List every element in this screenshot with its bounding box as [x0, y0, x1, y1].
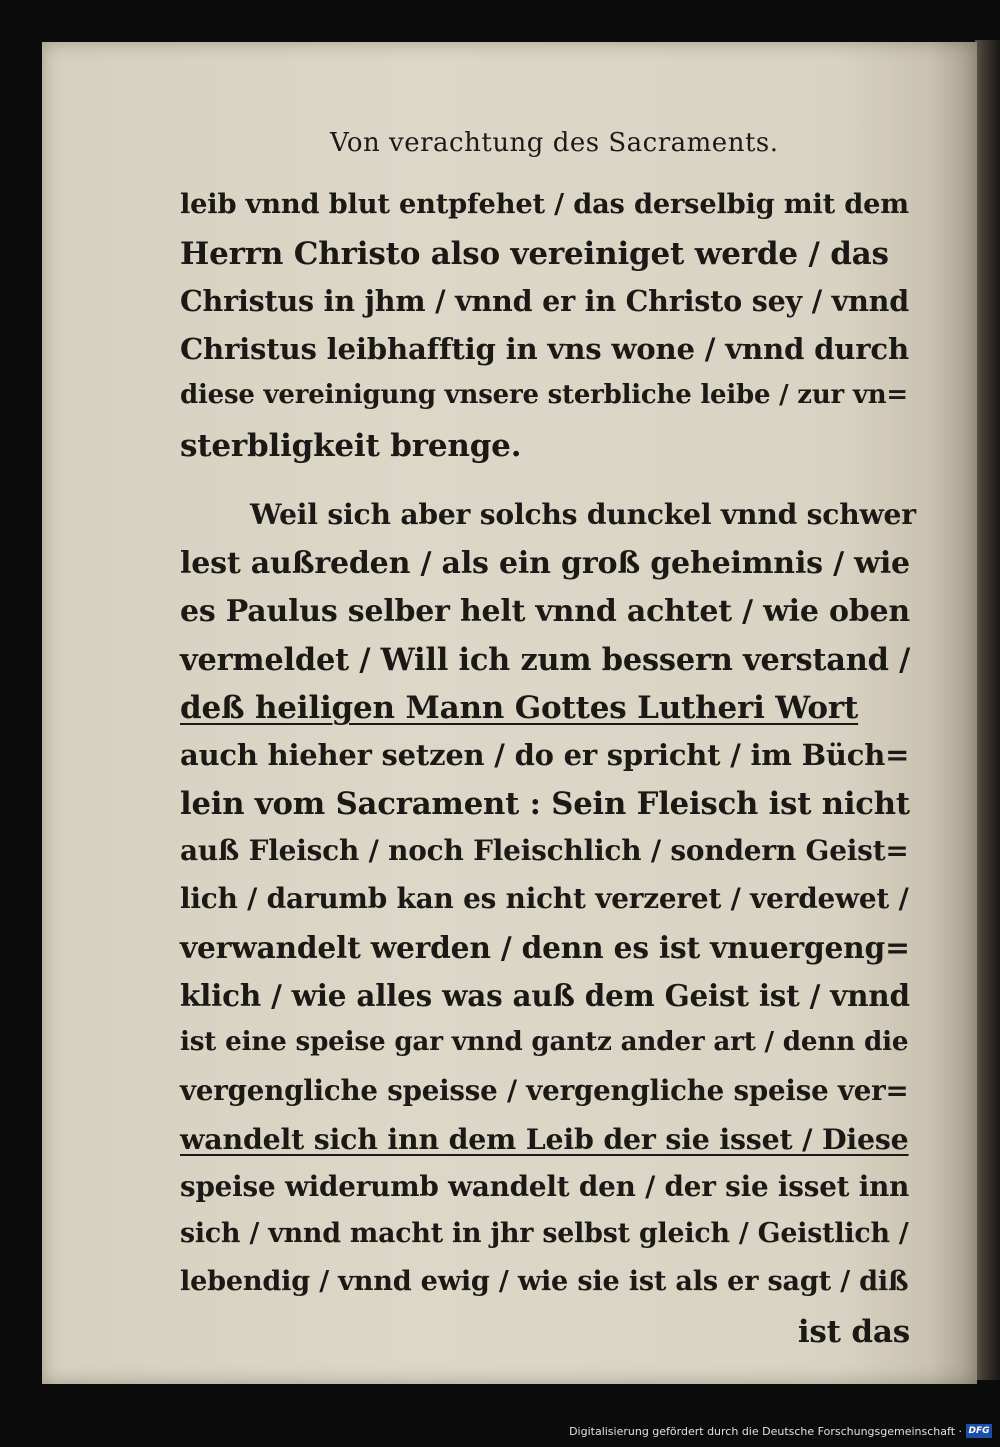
text-line-13: lein vom Sacrament : Sein Fleisch ist nicht — [180, 786, 910, 822]
text-line-11: deß heiligen Mann Gottes Lutheri Wort — [180, 690, 859, 726]
text-line-8: lest außreden / als ein groß geheimnis / wie — [180, 546, 910, 581]
text-line-3: Christus in jhm / vnnd er in Christo sey / vnnd — [180, 284, 909, 318]
text-line-2: Herrn Christo also vereiniget werde / das — [180, 236, 889, 272]
text-line-7: Weil sich aber solchs dunckel vnnd schwer — [250, 498, 916, 531]
text-line-15: lich / darumb kan es nicht verzeret / verdewet / — [180, 882, 909, 915]
page-edge-shadow — [975, 40, 1000, 1380]
text-line-23: lebendig / vnnd ewig / wie sie ist als er sagt / diß — [180, 1266, 909, 1297]
text-line-20: wandelt sich inn dem Leib der sie isset / Diese — [180, 1122, 909, 1156]
dfg-logo: DFG — [966, 1424, 992, 1438]
text-line-5: diese vereinigung vnsere sterbliche leibe / zur vn= — [180, 380, 908, 410]
text-line-14: auß Fleisch / noch Fleischlich / sondern Geist= — [180, 834, 909, 867]
running-head: Von verachtung des Sacraments. — [330, 128, 779, 158]
text-line-6: sterbligkeit brenge. — [180, 428, 522, 464]
text-line-21: speise widerumb wandelt den / der sie isset inn — [180, 1170, 910, 1203]
digitization-footer — [0, 1417, 1000, 1447]
text-line-22: sich / vnnd macht in jhr selbst gleich / Geistlich / — [180, 1218, 909, 1249]
text-line-18: ist eine speise gar vnnd gantz ander art / denn die — [180, 1026, 909, 1057]
text-line-9: es Paulus selber helt vnnd achtet / wie oben — [180, 594, 910, 629]
text-line-12: auch hieher setzen / do er spricht / im Büch= — [180, 738, 910, 772]
text-line-19: vergengliche speisse / vergengliche speise ver= — [180, 1074, 909, 1107]
catchword: ist das — [797, 1314, 910, 1350]
text-line-1: leib vnnd blut entpfehet / das derselbig mit dem — [180, 188, 909, 220]
footer-credit: Digitalisierung gefördert durch die Deutsche Forschungsgemeinschaft · — [569, 1425, 962, 1438]
text-line-17: klich / wie alles was auß dem Geist ist / vnnd — [180, 978, 910, 1013]
text-line-10: vermeldet / Will ich zum bessern verstand / — [180, 642, 911, 678]
text-line-4: Christus leibhafftig in vns wone / vnnd durch — [180, 332, 909, 366]
text-line-16: verwandelt werden / denn es ist vnuergeng= — [180, 930, 910, 965]
